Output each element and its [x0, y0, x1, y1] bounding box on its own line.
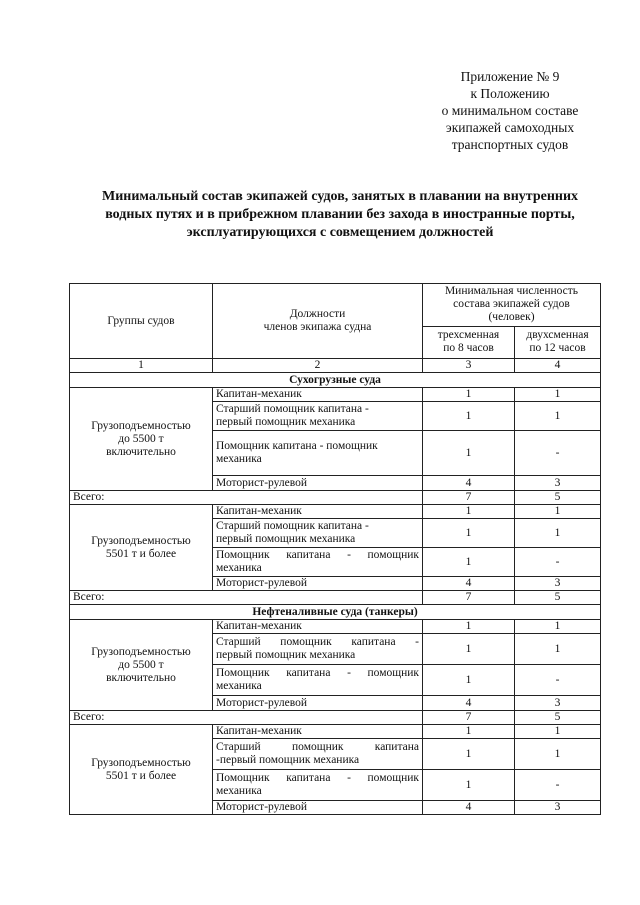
total-three-shift: 7: [423, 591, 515, 605]
appendix-line: экипажей самоходных: [445, 120, 575, 135]
section-title: Нефтеналивные суда (танкеры): [70, 605, 601, 620]
position-cell: Капитан-механик: [213, 388, 423, 402]
position-line: механика: [216, 453, 262, 465]
three-shift-value: 1: [423, 620, 515, 634]
position-cell: [213, 402, 423, 431]
group-name-line: включительно: [106, 445, 176, 458]
appendix-header: [410, 68, 610, 153]
position-cell: Моторист-рулевой: [213, 696, 423, 711]
col-number: 3: [423, 359, 515, 373]
two-shift-value: 3: [515, 577, 601, 591]
three-shift-value: 4: [423, 696, 515, 711]
appendix-line: транспортных судов: [451, 137, 569, 152]
section-row: [70, 373, 601, 388]
two-shift-value: 1: [515, 505, 601, 519]
appendix-line: к Положению: [470, 86, 550, 101]
header-positions: [213, 284, 423, 359]
crew-table: [69, 283, 601, 815]
position-line: механика: [216, 680, 262, 692]
header-min-line: состава экипажей судов: [453, 298, 570, 311]
three-shift-value: 4: [423, 801, 515, 815]
title-line: Минимальный состав экипажей судов, занятых в плавании на внутренних: [101, 189, 579, 204]
position-cell: [213, 665, 423, 696]
col-number: 4: [515, 359, 601, 373]
header-positions-line: членов экипажа судна: [263, 321, 372, 333]
two-shift-value: 1: [515, 402, 601, 431]
three-shift-value: 1: [423, 665, 515, 696]
position-cell: Моторист-рулевой: [213, 577, 423, 591]
position-cell: Капитан-механик: [213, 725, 423, 739]
three-shift-value: 1: [423, 548, 515, 577]
title-line: водных путях и в прибрежном плавании без захода в иностранные порты,: [105, 207, 575, 222]
position-line: -первый помощник механика: [216, 754, 360, 766]
table-row: [70, 388, 601, 402]
position-cell: [213, 519, 423, 548]
group-name-line: Грузоподъемностью: [91, 419, 191, 432]
position-cell: [213, 634, 423, 665]
position-line: Старший помощник капитана -: [216, 520, 369, 532]
position-line: Старший помощник капитана: [216, 741, 419, 753]
position-line: первый помощник механика: [216, 416, 356, 428]
two-shift-value: 1: [515, 725, 601, 739]
header-min-line: Минимальная численность: [444, 285, 579, 298]
group-name-line: Грузоподъемностью: [91, 534, 191, 547]
two-shift-value: 1: [515, 634, 601, 665]
three-shift-value: 1: [423, 505, 515, 519]
two-shift-value: -: [515, 665, 601, 696]
position-cell: Капитан-механик: [213, 505, 423, 519]
position-cell: Капитан-механик: [213, 620, 423, 634]
group-name-line: 5501 т и более: [105, 769, 177, 782]
three-shift-value: 1: [423, 770, 515, 801]
header-min-count: [423, 284, 601, 327]
header-three-shift: [423, 326, 515, 358]
group-name-line: до 5500 т: [118, 658, 164, 671]
two-shift-value: 3: [515, 476, 601, 491]
two-shift-value: -: [515, 548, 601, 577]
total-two-shift: 5: [515, 491, 601, 505]
header-three-line: трехсменная: [437, 329, 500, 342]
header-groups: Группы судов: [70, 284, 213, 359]
two-shift-value: 3: [515, 696, 601, 711]
total-label: Всего:: [70, 491, 423, 505]
table-row: [70, 725, 601, 739]
two-shift-value: 1: [515, 739, 601, 770]
group-name: [70, 505, 213, 591]
two-shift-value: 1: [515, 388, 601, 402]
three-shift-value: 1: [423, 634, 515, 665]
total-label: Всего:: [70, 591, 423, 605]
position-line: механика: [216, 562, 262, 574]
header-two-line: двухсменная: [526, 329, 589, 342]
group-name-line: Грузоподъемностью: [91, 645, 191, 658]
section-title: Сухогрузные суда: [70, 373, 601, 388]
group-name: [70, 725, 213, 815]
position-line: Старший помощник капитана -: [216, 636, 419, 648]
two-shift-value: -: [515, 770, 601, 801]
position-line: Помощник капитана - помощник: [216, 549, 419, 561]
group-name-line: включительно: [106, 671, 176, 684]
total-two-shift: 5: [515, 711, 601, 725]
position-line: первый помощник механика: [216, 533, 356, 545]
two-shift-value: -: [515, 431, 601, 476]
header-row: [70, 284, 601, 327]
group-name-line: до 5500 т: [118, 432, 164, 445]
three-shift-value: 1: [423, 519, 515, 548]
title-line: эксплуатирующихся с совмещением должностей: [186, 225, 494, 240]
position-line: первый помощник механика: [216, 649, 356, 661]
total-three-shift: 7: [423, 491, 515, 505]
three-shift-value: 1: [423, 388, 515, 402]
header-min-line: (человек): [488, 311, 535, 324]
table-row: [70, 620, 601, 634]
total-row: [70, 591, 601, 605]
position-cell: Моторист-рулевой: [213, 476, 423, 491]
position-line: механика: [216, 785, 262, 797]
total-two-shift: 5: [515, 591, 601, 605]
position-cell: [213, 548, 423, 577]
total-row: [70, 711, 601, 725]
group-name-line: Грузоподъемностью: [91, 756, 191, 769]
position-line: Помощник капитана - помощник: [216, 667, 419, 679]
three-shift-value: 1: [423, 725, 515, 739]
position-cell: [213, 739, 423, 770]
appendix-line: о минимальном составе: [441, 103, 579, 118]
position-line: Старший помощник капитана -: [216, 403, 369, 415]
total-row: [70, 491, 601, 505]
appendix-line: Приложение № 9: [460, 69, 560, 84]
group-name: [70, 620, 213, 711]
position-line: Помощник капитана - помощник: [216, 440, 378, 452]
group-name: [70, 388, 213, 491]
position-cell: [213, 431, 423, 476]
two-shift-value: 1: [515, 620, 601, 634]
col-number: 2: [213, 359, 423, 373]
two-shift-value: 3: [515, 801, 601, 815]
total-label: Всего:: [70, 711, 423, 725]
position-cell: [213, 770, 423, 801]
three-shift-value: 4: [423, 476, 515, 491]
header-two-shift: [515, 326, 601, 358]
header-two-line: по 12 часов: [529, 342, 586, 355]
col-number: 1: [70, 359, 213, 373]
three-shift-value: 1: [423, 739, 515, 770]
three-shift-value: 1: [423, 402, 515, 431]
group-name-line: 5501 т и более: [105, 547, 177, 560]
total-three-shift: 7: [423, 711, 515, 725]
document-title: [60, 188, 620, 242]
column-numbers-row: [70, 359, 601, 373]
header-positions-line: Должности: [289, 308, 346, 320]
section-row: [70, 605, 601, 620]
two-shift-value: 1: [515, 519, 601, 548]
position-cell: Моторист-рулевой: [213, 801, 423, 815]
header-three-line: по 8 часов: [443, 342, 494, 355]
table-row: [70, 505, 601, 519]
three-shift-value: 4: [423, 577, 515, 591]
position-line: Помощник капитана - помощник: [216, 772, 419, 784]
three-shift-value: 1: [423, 431, 515, 476]
